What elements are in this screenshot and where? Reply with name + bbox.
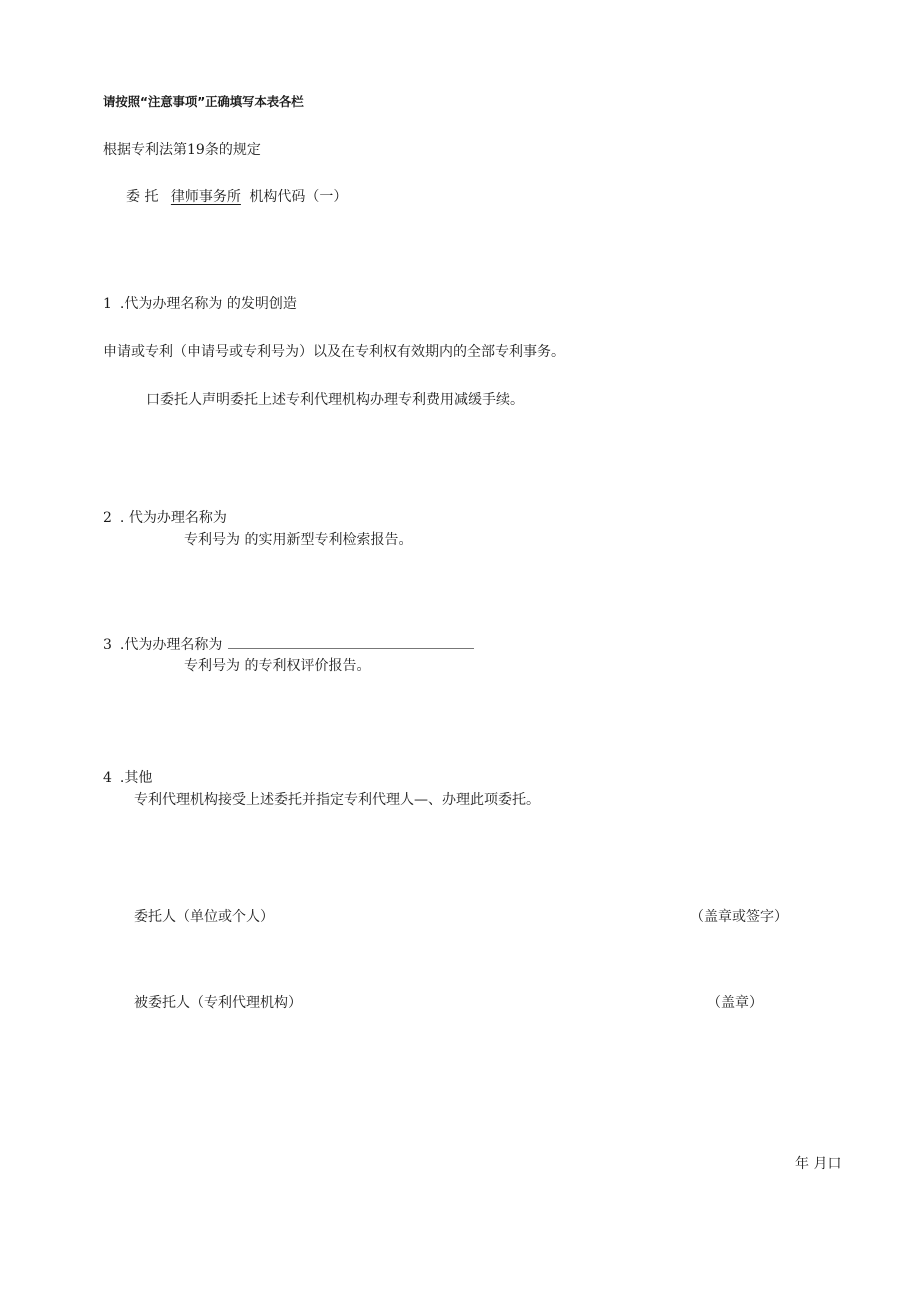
legal-basis: 根据专利法第19条的规定: [103, 142, 261, 158]
item-3-line2: 专利号为 的专利权评价报告。: [184, 658, 371, 674]
principal-label: 委托人（单位或个人）: [134, 909, 274, 925]
entrust-line: [126, 190, 347, 204]
item-4-line1: 4 .其他: [103, 770, 153, 786]
item-2-line1: 2 . 代为办理名称为: [103, 510, 227, 526]
item-3-number: 3: [103, 637, 112, 653]
item-4-number: 4: [103, 770, 112, 786]
item-2-number: 2: [103, 510, 112, 526]
agency-code-label: 机构代码（一）: [249, 189, 348, 205]
item-1-line2: 申请或专利（申请号或专利号为）以及在专利权有效期内的全部专利事务。: [103, 344, 565, 360]
fee-reduction-checkbox[interactable]: 口委托人声明委托上述专利代理机构办理专利费用减缓手续。: [146, 392, 524, 408]
item-4-line2: 专利代理机构接受上述委托并指定专利代理人—、办理此项委托。: [134, 792, 540, 808]
principal-seal-label: （盖章或签字）: [690, 909, 788, 925]
item-3-line1: 3 .代为办理名称为: [103, 638, 474, 652]
date-line: 年 月口: [795, 1156, 842, 1172]
item-2-line2: 专利号为 的实用新型专利检索报告。: [184, 532, 413, 548]
agent-label: 被委托人（专利代理机构）: [134, 995, 302, 1011]
entrust-prefix: 委 托: [126, 189, 159, 205]
item-1-number: 1: [103, 296, 112, 312]
agent-seal-label: （盖章）: [707, 995, 763, 1011]
item-3-name-field[interactable]: [228, 638, 474, 649]
agency-name[interactable]: 律师事务所: [170, 189, 241, 205]
form-instruction: 请按照“注意事项”正确填写本表各栏: [103, 94, 304, 109]
item-1-line1: 1 .代为办理名称为 的发明创造: [103, 296, 297, 312]
